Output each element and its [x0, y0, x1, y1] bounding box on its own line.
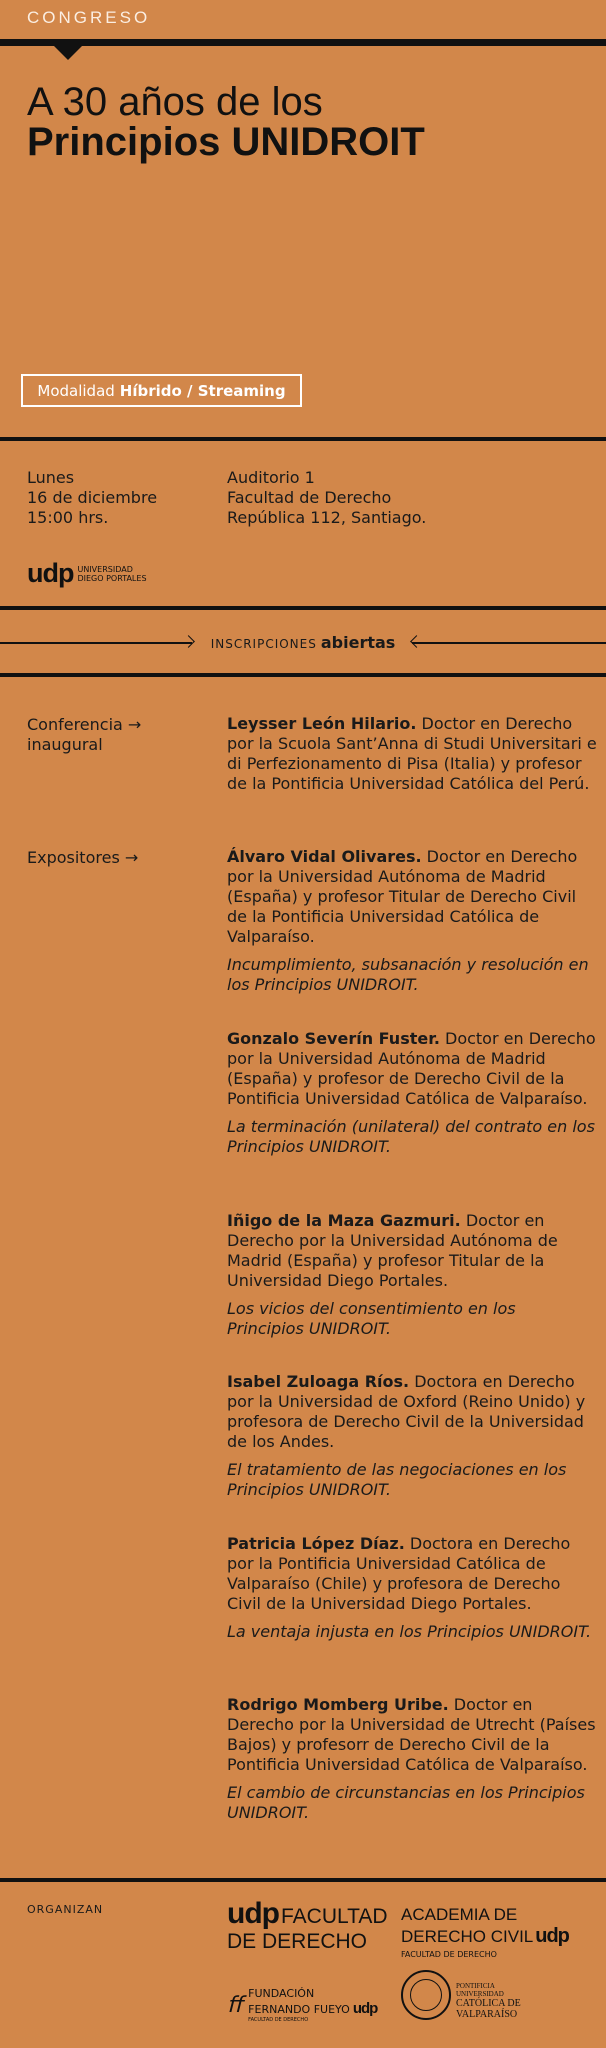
udp-wordmark: udp — [27, 558, 74, 588]
speaker-name: Isabel Zuloaga Ríos. — [227, 1372, 410, 1391]
registration-prefix: INSCRIPCIONES — [210, 637, 317, 651]
speaker-name: Leysser León Hilario. — [227, 714, 417, 733]
talk-title: Los vicios del consentimiento en los Principios UNIDROIT. — [227, 1299, 516, 1338]
udp-logo-line2: DIEGO PORTALES — [77, 573, 147, 583]
speaker-bio: Doctora en Derecho por la Pontificia Universidad Católica de Valparaíso (Chile) y profesora de Derecho Civil de la Universidad Diego Portales. — [227, 1534, 571, 1613]
speaker-block — [227, 1029, 597, 1157]
speaker-block — [227, 847, 597, 995]
divider — [0, 606, 606, 610]
divider — [0, 437, 606, 441]
event-venue — [227, 468, 426, 528]
speaker-name: Álvaro Vidal Olivares. — [227, 847, 422, 866]
header-notch — [53, 45, 83, 60]
talk-title: Incumplimiento, subsanación y resolución en los Principios UNIDROIT. — [227, 955, 589, 994]
speaker-bio: Doctor en Derecho por la Universidad Autónoma de Madrid (España) y profesor de Derecho Civil de la Pontificia Universidad Católica de Valparaíso. — [227, 1029, 596, 1108]
speaker-block — [227, 1695, 597, 1823]
speaker-block — [227, 1372, 597, 1500]
keynote-section-label: Conferencia → inaugural — [27, 715, 142, 754]
event-date: 16 de diciembre — [27, 488, 158, 507]
header-rule — [0, 39, 606, 46]
fundacion-fueyo-logo: ﬀ FUNDACIÓN FERNANDO FUEYO udp FACULTAD DE DERECHO — [227, 1987, 378, 2023]
speaker-bio: Doctor en Derecho por la Universidad Autónoma de Madrid (España) y profesor Titular de Derecho Civil de la Pontificia Universidad Católica de Valparaíso. — [227, 847, 578, 946]
organizers-label: ORGANIZAN — [27, 1903, 104, 1916]
modality-value: Híbrido / Streaming — [119, 381, 286, 400]
modality-badge — [21, 374, 302, 407]
page-title-line1: A 30 años de los — [27, 80, 323, 124]
fff-monogram-icon: ﬀ — [227, 1992, 243, 2017]
talk-title: El tratamiento de las negociaciones en los Principios UNIDROIT. — [227, 1460, 567, 1499]
speaker-bio: Doctora en Derecho por la Universidad de Oxford (Reino Unido) y profesora de Derecho Civil de la Universidad de los Andes. — [227, 1372, 586, 1451]
venue-room: Auditorio 1 — [227, 468, 315, 487]
speaker-bio: Doctor en Derecho por la Universidad Autónoma de Madrid (España) y profesor Titular de la Universidad Diego Portales. — [227, 1211, 558, 1290]
event-time: 15:00 hrs. — [27, 508, 109, 527]
speaker-name: Rodrigo Momberg Uribe. — [227, 1695, 449, 1714]
speaker-name: Patricia López Díaz. — [227, 1534, 405, 1553]
speaker-name: Iñigo de la Maza Gazmuri. — [227, 1211, 461, 1230]
divider — [0, 673, 606, 677]
udp-faculty-logo: udp FACULTAD DE DERECHO — [227, 1897, 388, 1953]
speaker-block — [227, 1211, 597, 1339]
speaker-bio: Doctor en Derecho por la Universidad de Utrecht (Países Bajos) y profesorr de Derecho Civil de la Pontificia Universidad Católica de Valparaíso. — [227, 1695, 596, 1774]
page-title-line2: Principios UNIDROIT — [27, 120, 425, 164]
event-day: Lunes — [27, 468, 75, 487]
talk-title: La ventaja injusta en los Principios UNIDROIT. — [227, 1622, 592, 1641]
speaker-bio: Doctor en Derecho por la Scuola Sant’Anna di Studi Universitari e di Perfezionamento di Pisa (Italia) y profesor de la Pontificia Universidad Católica del Perú. — [227, 714, 597, 793]
udp-logo-line1: UNIVERSIDAD — [77, 564, 133, 574]
footer-rule — [0, 1878, 606, 1882]
event-datetime — [27, 468, 157, 528]
modality-label: Modalidad — [37, 381, 115, 400]
speaker-name: Gonzalo Severín Fuster. — [227, 1029, 440, 1048]
academia-logo: ACADEMIA DE DERECHO CIVIL udp FACULTAD DE DERECHO — [401, 1905, 569, 1959]
pucv-seal-icon — [401, 1970, 451, 2020]
speakers-section-label: Expositores → — [27, 848, 139, 867]
registration-status: abiertas — [320, 633, 396, 652]
venue-faculty: Facultad de Derecho — [227, 488, 392, 507]
pucv-logo: PONTIFICIA UNIVERSIDAD CATÓLICA DE VALPARAÍSO — [456, 1982, 521, 2020]
keynote-speaker — [227, 714, 597, 794]
speaker-block — [227, 1534, 597, 1642]
arrow-line-right — [412, 642, 606, 644]
talk-title: El cambio de circunstancias en los Principios UNIDROIT. — [227, 1783, 585, 1822]
kicker-label: CONGRESO — [27, 8, 151, 27]
venue-address: República 112, Santiago. — [227, 508, 427, 527]
udp-logo — [27, 558, 147, 589]
talk-title: La terminación (unilateral) del contrato en los Principios UNIDROIT. — [227, 1117, 595, 1156]
